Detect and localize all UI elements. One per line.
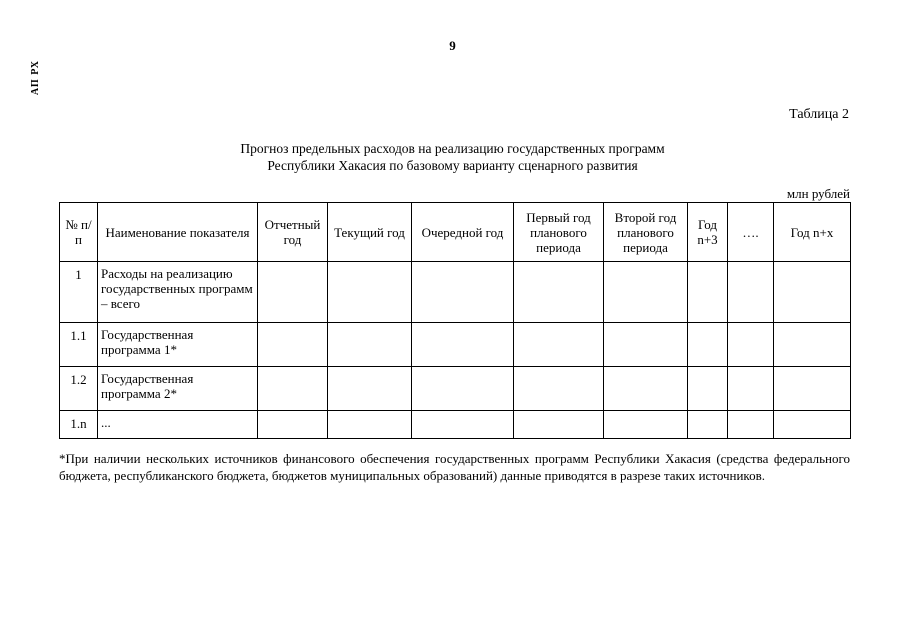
table-cell xyxy=(258,262,328,323)
table-cell xyxy=(258,323,328,367)
table-label: Таблица 2 xyxy=(789,107,849,122)
table-cell xyxy=(514,262,604,323)
heading-line-1: Прогноз предельных расходов на реализацию государственных программ xyxy=(240,141,665,156)
archive-stamp: АП РХ xyxy=(30,60,41,96)
table-cell xyxy=(412,262,514,323)
table-cell xyxy=(728,262,774,323)
table-cell xyxy=(728,323,774,367)
row-name: Государственная программа 2* xyxy=(98,367,258,411)
table-cell xyxy=(688,262,728,323)
table-cell xyxy=(328,262,412,323)
col-header-ellipsis: …. xyxy=(728,203,774,262)
col-header-current-year: Текущий год xyxy=(328,203,412,262)
row-number: 1.1 xyxy=(60,323,98,367)
row-name: Государственная программа 1* xyxy=(98,323,258,367)
col-header-reporting-year: Отчетный год xyxy=(258,203,328,262)
row-number: 1.2 xyxy=(60,367,98,411)
table-cell xyxy=(688,323,728,367)
table-cell xyxy=(328,411,412,439)
table-heading xyxy=(0,140,905,174)
row-number: 1 xyxy=(60,262,98,323)
table-row xyxy=(60,262,851,323)
table-header-row xyxy=(60,203,851,262)
table-cell xyxy=(604,411,688,439)
table-cell xyxy=(688,411,728,439)
table-cell xyxy=(774,323,851,367)
units-label: млн рублей xyxy=(786,186,850,201)
table-cell xyxy=(328,367,412,411)
table-cell xyxy=(514,411,604,439)
col-header-next-year: Очередной год xyxy=(412,203,514,262)
table-cell xyxy=(412,367,514,411)
table-cell xyxy=(412,411,514,439)
table-row xyxy=(60,323,851,367)
row-name: Расходы на реализацию государственных программ – всего xyxy=(98,262,258,323)
table-cell xyxy=(774,262,851,323)
table-row xyxy=(60,411,851,439)
table-cell xyxy=(328,323,412,367)
table-cell xyxy=(604,323,688,367)
table-cell xyxy=(774,367,851,411)
table-cell xyxy=(514,367,604,411)
table-cell xyxy=(604,367,688,411)
table-cell xyxy=(258,367,328,411)
row-number: 1.n xyxy=(60,411,98,439)
row-name: ... xyxy=(98,411,258,439)
col-header-second-planned-year: Второй год планового периода xyxy=(604,203,688,262)
forecast-table xyxy=(59,202,851,439)
table-cell xyxy=(688,367,728,411)
table-cell xyxy=(604,262,688,323)
table-cell xyxy=(728,411,774,439)
table-cell xyxy=(258,411,328,439)
table-cell xyxy=(728,367,774,411)
col-header-first-planned-year: Первый год планового периода xyxy=(514,203,604,262)
col-header-number: № п/п xyxy=(60,203,98,262)
col-header-name: Наименование показателя xyxy=(98,203,258,262)
table-cell xyxy=(514,323,604,367)
col-header-year-nx: Год n+x xyxy=(774,203,851,262)
table-row xyxy=(60,367,851,411)
heading-line-2: Республики Хакасия по базовому варианту сценарного развития xyxy=(267,158,638,173)
table-cell xyxy=(412,323,514,367)
page-number: 9 xyxy=(449,38,456,53)
table-cell xyxy=(774,411,851,439)
col-header-year-n3: Год n+3 xyxy=(688,203,728,262)
footnote: *При наличии нескольких источников финансового обеспечения государственных программ Республики Хакасия (средства федерального бюджета, республиканского бюджета, бюджетов муниципальных образований) данные приводятся в разрезе таких источников. xyxy=(59,451,850,483)
